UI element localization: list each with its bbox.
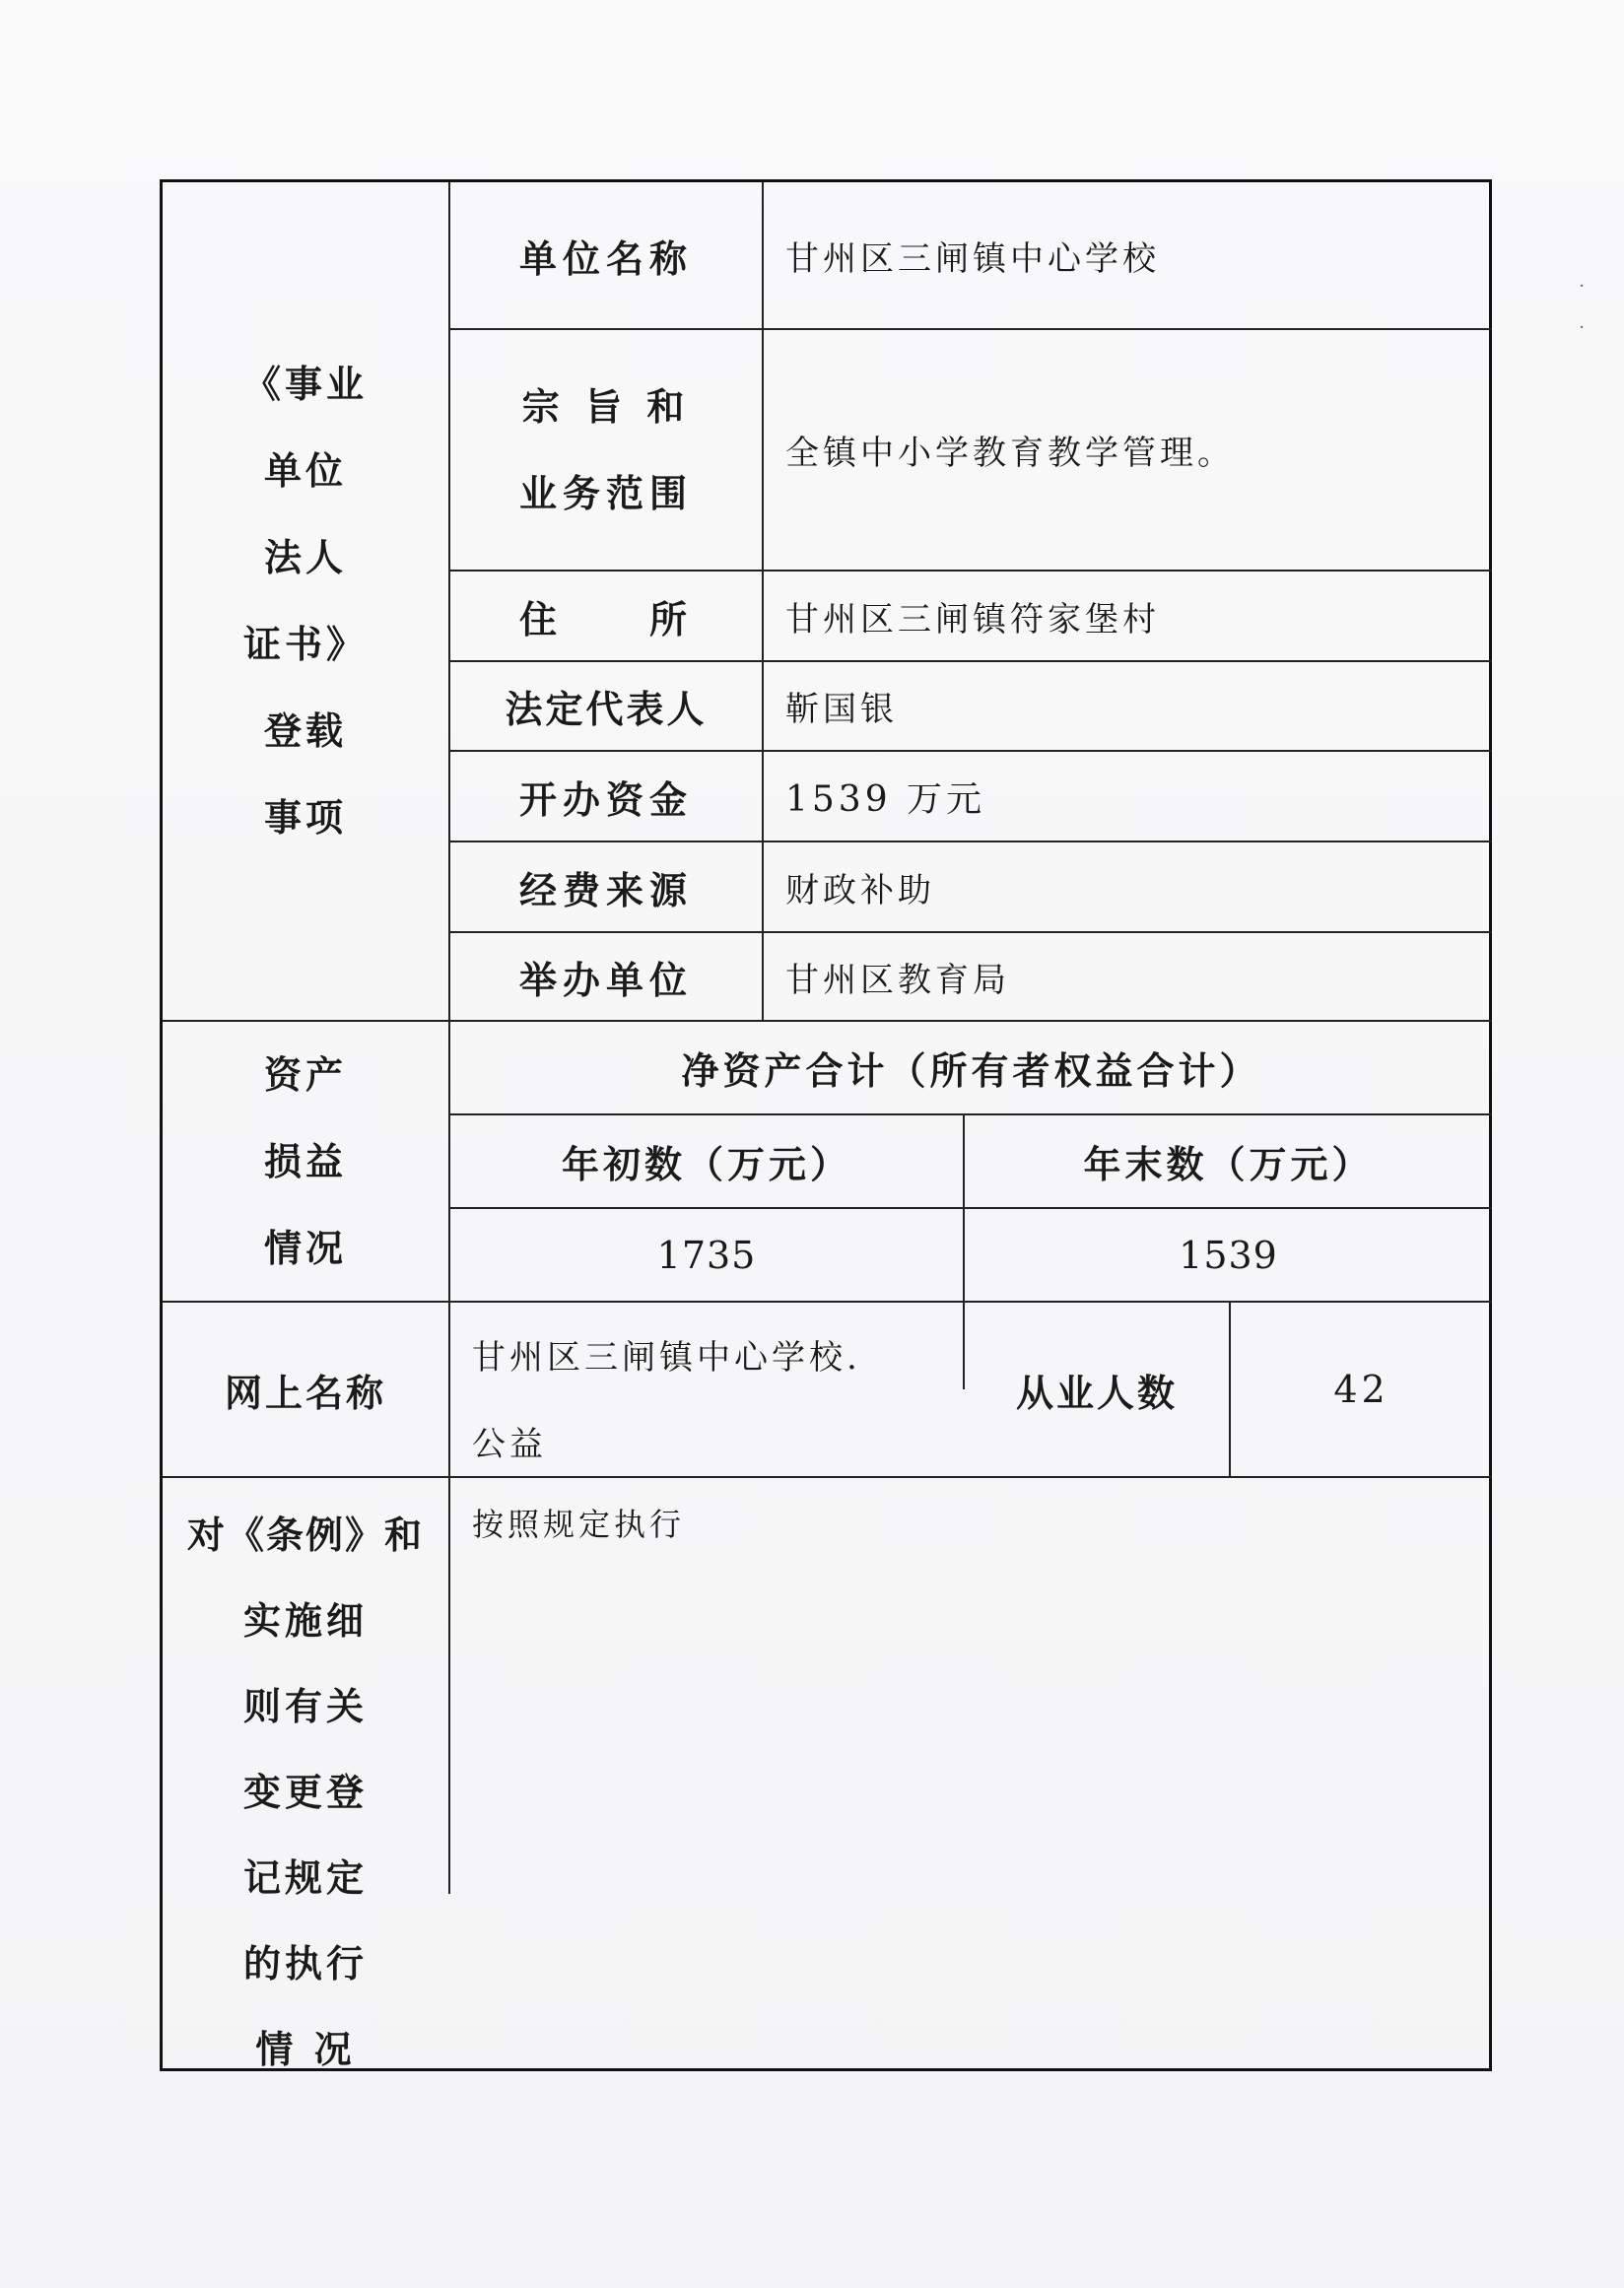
label-line: 《事业 [242, 362, 368, 406]
staff-count-value: 42 [1333, 1368, 1389, 1411]
label-line: 对《条例》和 [186, 1513, 424, 1557]
report-table [160, 179, 1492, 2071]
compliance-value: 按照规定执行 [472, 1506, 686, 1543]
label-line: 记规定 [242, 1855, 368, 1900]
net-assets-header: 净资产合计（所有者权益合计） [681, 1048, 1261, 1093]
staff-count-label: 从业人数 [1015, 1370, 1178, 1415]
label-line: 损益 [263, 1138, 347, 1183]
assets-label [163, 1022, 448, 1301]
address-label: 住 所 [518, 596, 693, 641]
value-line: 公益 [472, 1425, 547, 1464]
compliance-label [163, 1478, 448, 2071]
capital-value: 1539 万元 [785, 778, 986, 820]
legal-rep-value: 靳国银 [785, 690, 898, 729]
end-year-value: 1539 [1179, 1233, 1278, 1277]
value-line: 甘州区三闸镇中心学校. [472, 1338, 861, 1378]
begin-year-value: 1735 [656, 1233, 757, 1277]
label-line: 则有关 [242, 1684, 368, 1728]
purpose-scope-value: 全镇中小学教育教学管理。 [785, 434, 1235, 473]
label-line: 情况 [263, 1225, 347, 1270]
label-line: 资产 [263, 1051, 347, 1097]
online-name-value [450, 1303, 963, 1476]
legal-rep-label: 法定代表人 [505, 687, 708, 731]
scan-specks: · · [1579, 276, 1585, 338]
label-line: 实施细 [242, 1598, 368, 1643]
begin-year-header: 年初数（万元） [561, 1142, 851, 1186]
label-line: 单位 [263, 448, 347, 493]
label-line: 宗 旨 和 [521, 383, 691, 429]
label-line: 变更登 [242, 1770, 368, 1814]
unit-name-value: 甘州区三闸镇中心学校 [785, 238, 1160, 279]
capital-label: 开办资金 [518, 776, 693, 822]
funding-source-value: 财政补助 [785, 870, 935, 910]
label-line: 业务范围 [518, 470, 693, 515]
label-line: 的执行 [242, 1941, 368, 1985]
label-line: 情 况 [255, 2027, 356, 2071]
end-year-header: 年末数（万元） [1083, 1142, 1374, 1186]
funding-source-label: 经费来源 [518, 867, 693, 912]
sponsor-label: 举办单位 [518, 957, 693, 1002]
sponsor-value: 甘州区教育局 [785, 960, 1010, 1000]
online-name-label: 网上名称 [224, 1370, 386, 1415]
label-line: 法人 [263, 535, 347, 579]
label-line: 登载 [263, 708, 347, 753]
unit-name-label: 单位名称 [518, 236, 693, 281]
label-line: 事项 [263, 795, 347, 840]
registered-items-label [163, 182, 448, 1020]
label-line: 证书》 [242, 622, 368, 666]
purpose-scope-label [450, 330, 762, 570]
address-value: 甘州区三闸镇符家堡村 [785, 599, 1160, 639]
